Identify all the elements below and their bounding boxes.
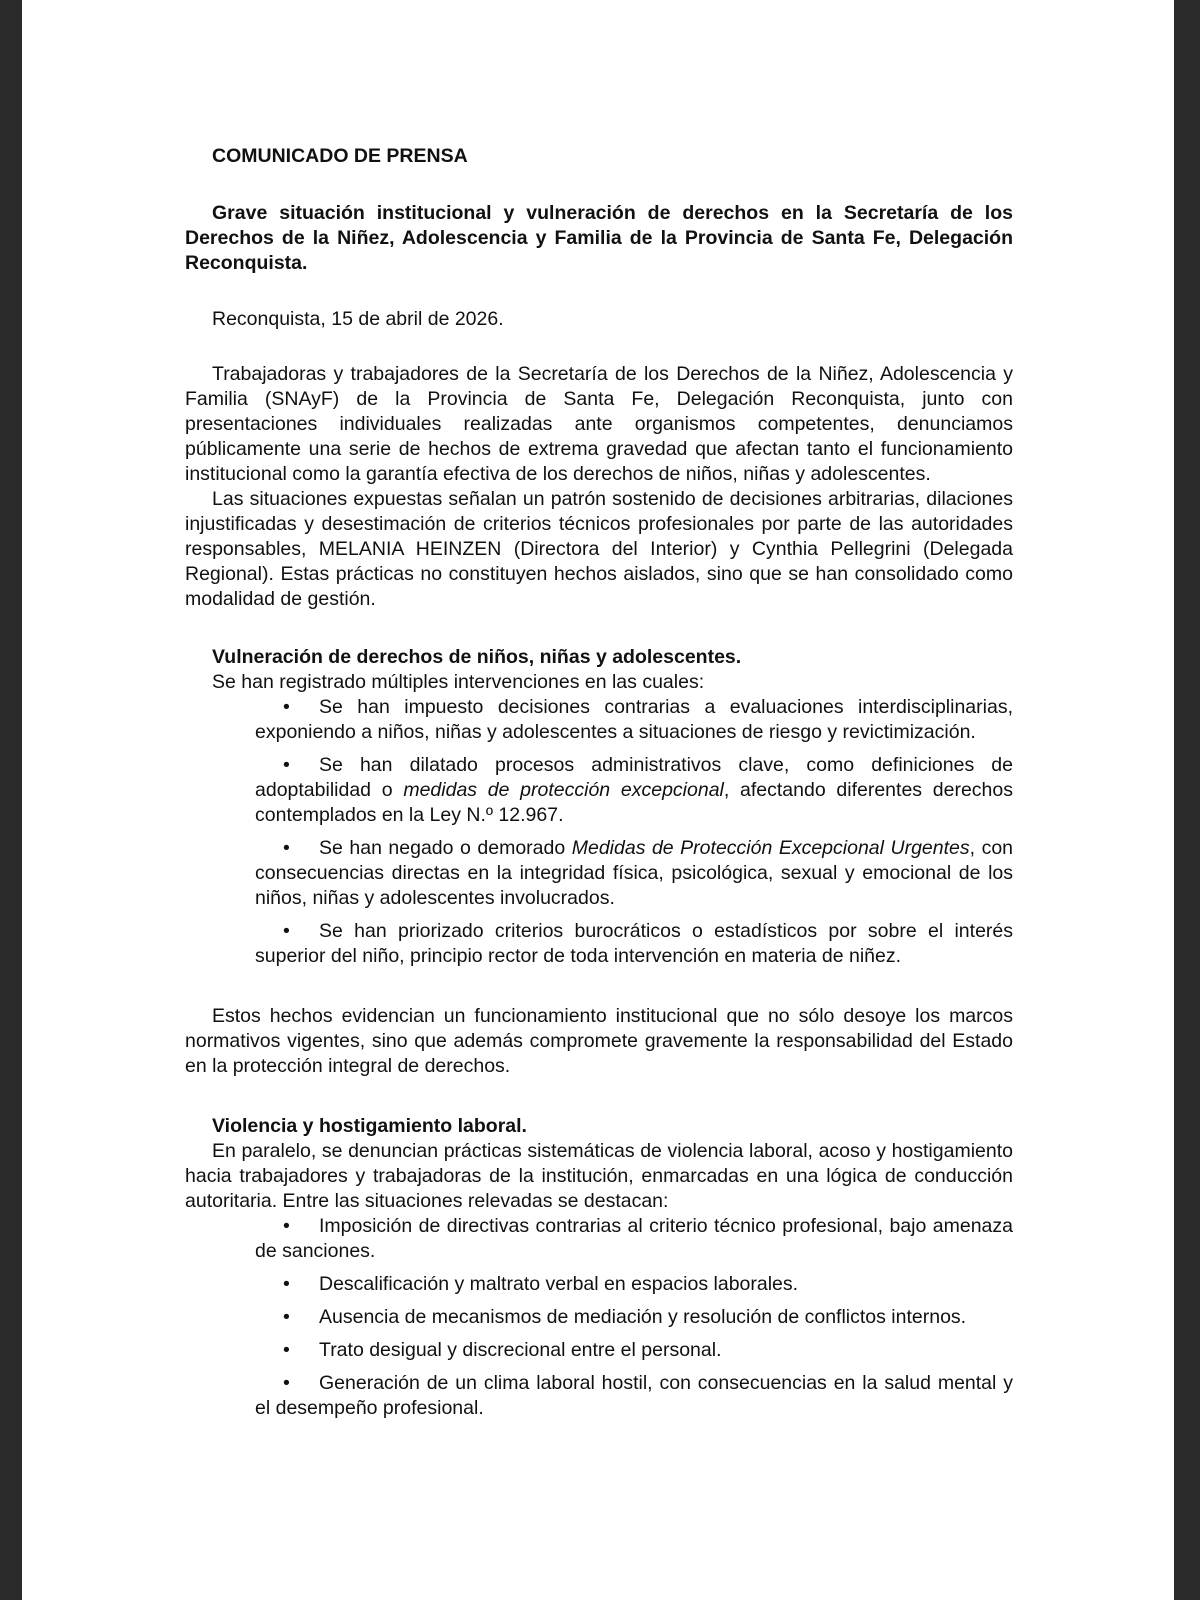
section-lead-labor: En paralelo, se denuncian prácticas sistemáticas de violencia laboral, acoso y hostigamiento hacia trabajadores y trabajadoras de la institución, enmarcadas en una lógica de conducción autoritaria. Entre las situaciones relevadas se destacan: [185, 1140, 1013, 1212]
bullet-icon: • [283, 1215, 290, 1237]
bullet-icon: • [283, 920, 290, 942]
list-item-text: Trato desigual y discrecional entre el personal. [319, 1339, 722, 1361]
section-title-rights: Vulneración de derechos de niños, niñas y adolescentes. [212, 646, 742, 668]
bullet-icon: • [283, 1339, 290, 1361]
list-item [255, 836, 1013, 911]
list-item-text: Se han dilatado procesos administrativos clave, como definiciones de adoptabilidad o [255, 754, 1013, 801]
list-item-text: Descalificación y maltrato verbal en espacios laborales. [319, 1273, 799, 1295]
document-body [185, 140, 1013, 1421]
document-heading: COMUNICADO DE PRENSA [212, 145, 468, 167]
list-item-emphasis: Medidas de Protección Excepcional Urgentes [571, 837, 970, 859]
rights-bullet-list [185, 695, 1013, 969]
intro-paragraph: Las situaciones expuestas señalan un patrón sostenido de decisiones arbitrarias, dilaciones injustificadas y desestimación de criterios técnicos profesionales por parte de las autoridades responsables, MELANIA HEINZEN (Directora del Interior) y Cynthia Pellegrini (Delegada Regional). Estas prácticas no constituyen hechos aislados, sino que se han consolidado como modalidad de gestión. [185, 488, 1013, 610]
list-item [255, 753, 1013, 828]
section-closing-paragraph: Estos hechos evidencian un funcionamiento institucional que no sólo desoye los marcos normativos vigentes, sino que además compromete gravemente la responsabilidad del Estado en la protección integral de derechos. [185, 1005, 1013, 1077]
list-item-text: Se han priorizado criterios burocráticos o estadísticos por sobre el interés superior del niño, principio rector de toda intervención en materia de niñez. [255, 920, 1013, 967]
section-lead-rights: Se han registrado múltiples intervenciones en las cuales: [212, 671, 705, 693]
list-item [255, 1305, 1013, 1330]
list-item-text: Se han negado o demorado [319, 837, 572, 859]
intro-paragraph: Trabajadoras y trabajadores de la Secretaría de los Derechos de la Niñez, Adolescencia y Familia (SNAyF) de la Provincia de Santa Fe, Delegación Reconquista, junto con presentaciones individuales realizadas ante organismos competentes, denunciamos públicamente una serie de hechos de extrema gravedad que afectan tanto el funcionamiento institucional como la garantía efectiva de los derechos de niños, niñas y adolescentes. [185, 363, 1013, 485]
list-item [255, 1371, 1013, 1421]
list-item [255, 695, 1013, 745]
labor-bullet-list [185, 1214, 1013, 1421]
bullet-icon: • [283, 1306, 290, 1328]
list-item-text: Generación de un clima laboral hostil, con consecuencias en la salud mental y el desempeño profesional. [255, 1372, 1013, 1419]
list-item [255, 919, 1013, 969]
list-item [255, 1272, 1013, 1297]
bullet-icon: • [283, 837, 290, 859]
section-title-labor: Violencia y hostigamiento laboral. [212, 1115, 527, 1137]
list-item-text: Ausencia de mecanismos de mediación y resolución de conflictos internos. [319, 1306, 967, 1328]
bullet-icon: • [283, 754, 290, 776]
document-subtitle: Grave situación institucional y vulneración de derechos en la Secretaría de los Derechos de la Niñez, Adolescencia y Familia de la Provincia de Santa Fe, Delegación Reconquista. [185, 202, 1013, 274]
bullet-icon: • [283, 1372, 290, 1394]
list-item-text: Se han impuesto decisiones contrarias a evaluaciones interdisciplinarias, exponiendo a niños, niñas y adolescentes a situaciones de riesgo y revictimización. [255, 696, 1013, 743]
list-item-text: , afectando diferentes derechos contemplados en la Ley N.º 12.967. [255, 779, 1013, 826]
bullet-icon: • [283, 696, 290, 718]
list-item [255, 1338, 1013, 1363]
list-item-text: , con consecuencias directas en la integridad física, psicológica, sexual y emocional de los niños, niñas y adolescentes involucrados. [255, 837, 1014, 909]
bullet-icon: • [283, 1273, 290, 1295]
document-page [22, 0, 1174, 1600]
dateline: Reconquista, 15 de abril de 2026. [212, 308, 504, 330]
list-item [255, 1214, 1013, 1264]
list-item-emphasis: medidas de protección excepcional [403, 779, 724, 801]
list-item-text: Imposición de directivas contrarias al criterio técnico profesional, bajo amenaza de sanciones. [255, 1215, 1013, 1262]
